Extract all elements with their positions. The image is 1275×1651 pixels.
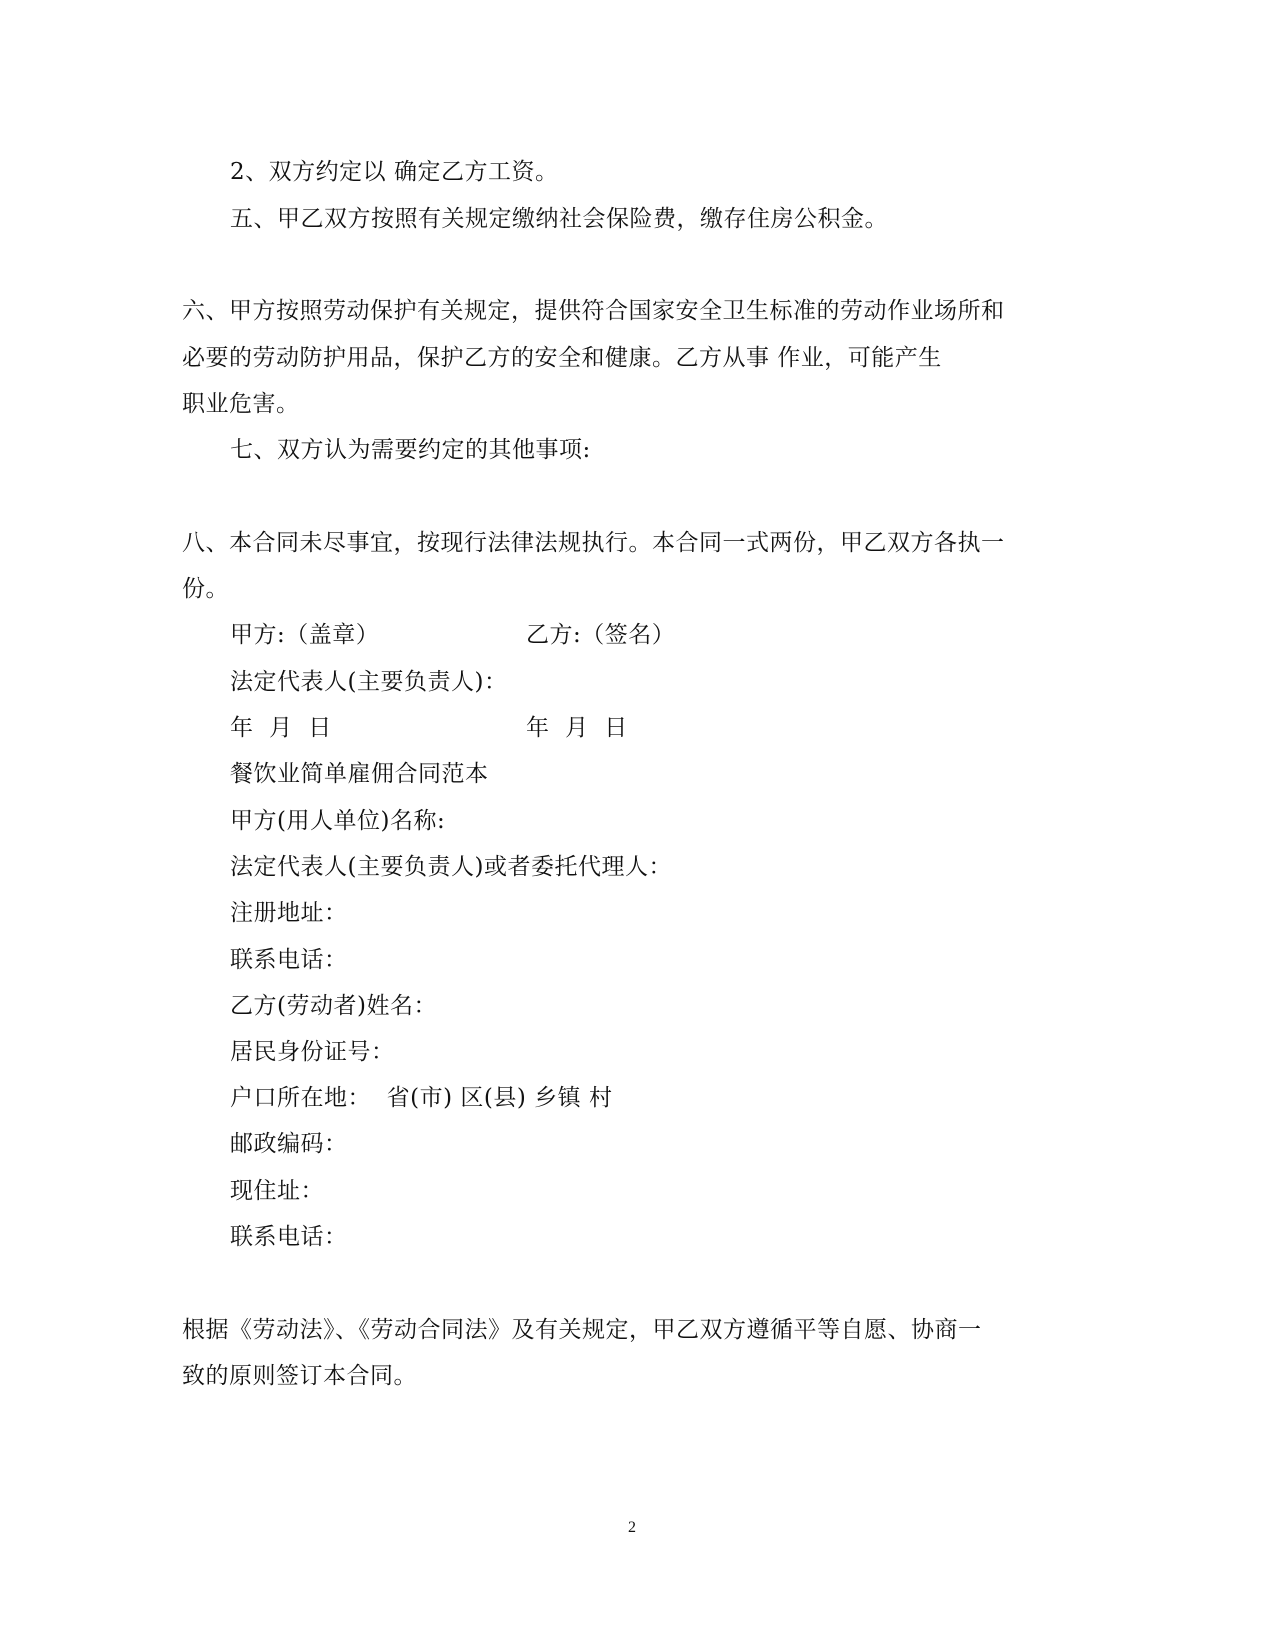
clause-seven: 七、双方认为需要约定的其他事项: xyxy=(230,437,591,463)
preamble-line-2: 致的原则签订本合同。 xyxy=(182,1363,417,1389)
contract-title: 餐饮业简单雇佣合同范本 xyxy=(230,761,489,787)
clause-wage: 2、双方约定以 确定乙方工资。 xyxy=(230,159,559,185)
id-number-field: 居民身份证号： xyxy=(230,1039,395,1065)
registered-address-field: 注册地址： xyxy=(230,900,348,926)
preamble-line-1: 根据《劳动法》、《劳动合同法》及有关规定，甲乙双方遵循平等自愿、协商一 xyxy=(182,1317,982,1343)
party-b-signature: 乙方:（签名） xyxy=(526,622,676,648)
date-party-a: 年 月 日 xyxy=(230,715,332,741)
clause-eight-line-1: 八、本合同未尽事宜，按现行法律法规执行。本合同一式两份，甲乙双方各执一 xyxy=(182,530,1005,556)
employee-name-field: 乙方(劳动者)姓名： xyxy=(230,993,437,1019)
clause-five: 五、甲乙双方按照有关规定缴纳社会保险费，缴存住房公积金。 xyxy=(230,206,888,232)
page-number: 2 xyxy=(628,1519,636,1536)
hukou-field: 户口所在地： 省(市) 区(县) 乡镇 村 xyxy=(230,1085,613,1111)
employer-phone-field: 联系电话： xyxy=(230,947,348,973)
party-a-seal: 甲方:（盖章） xyxy=(230,622,380,648)
employee-phone-field: 联系电话： xyxy=(230,1224,348,1250)
current-address-field: 现住址： xyxy=(230,1178,324,1204)
clause-six-line-1: 六、甲方按照劳动保护有关规定，提供符合国家安全卫生标准的劳动作业场所和 xyxy=(182,298,1005,324)
date-party-b: 年 月 日 xyxy=(526,715,628,741)
clause-six-line-3: 职业危害。 xyxy=(182,391,300,417)
clause-six-line-2: 必要的劳动防护用品，保护乙方的安全和健康。乙方从事 作业，可能产生 xyxy=(182,345,942,371)
legal-rep-or-agent-field: 法定代表人(主要负责人)或者委托代理人： xyxy=(230,854,672,880)
legal-representative: 法定代表人(主要负责人)： xyxy=(230,669,508,695)
postal-code-field: 邮政编码： xyxy=(230,1131,348,1157)
employer-name-field: 甲方(用人单位)名称: xyxy=(230,808,446,834)
clause-eight-line-2: 份。 xyxy=(182,576,229,602)
